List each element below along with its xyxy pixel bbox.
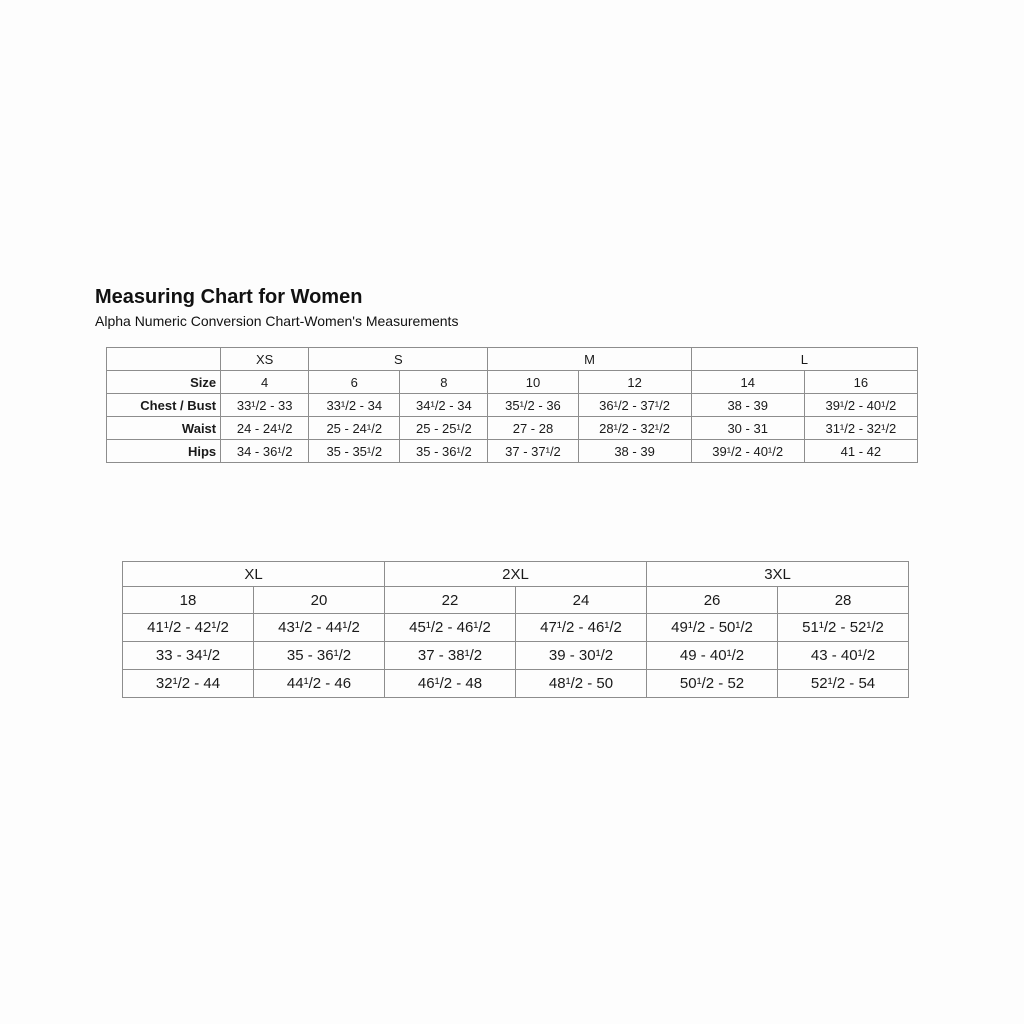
table-cell: 48¹/2 - 50 (516, 670, 647, 698)
table-cell: 47¹/2 - 46¹/2 (516, 614, 647, 642)
table-cell: 39¹/2 - 40¹/2 (804, 394, 917, 417)
table-cell: 39¹/2 - 40¹/2 (691, 440, 804, 463)
table-cell: 33¹/2 - 33 (221, 394, 309, 417)
table-cell: 35 - 36¹/2 (400, 440, 488, 463)
size-group-header: M (488, 348, 691, 371)
size-group-header: 2XL (385, 562, 647, 587)
table-cell: 50¹/2 - 52 (647, 670, 778, 698)
size-group-header: 3XL (647, 562, 909, 587)
table-cell: 35¹/2 - 36 (488, 394, 578, 417)
table-cell: 38 - 39 (578, 440, 691, 463)
table-cell: 31¹/2 - 32¹/2 (804, 417, 917, 440)
table-cell: 37 - 38¹/2 (385, 642, 516, 670)
table-row (107, 440, 918, 463)
table-cell: 20 (254, 587, 385, 614)
corner-cell (107, 348, 221, 371)
table-cell: 14 (691, 371, 804, 394)
table-cell: 28¹/2 - 32¹/2 (578, 417, 691, 440)
row-label-chest: Chest / Bust (107, 394, 221, 417)
table-cell: 30 - 31 (691, 417, 804, 440)
table-cell: 16 (804, 371, 917, 394)
table-cell: 32¹/2 - 44 (123, 670, 254, 698)
table-cell: 41¹/2 - 42¹/2 (123, 614, 254, 642)
table-row (107, 417, 918, 440)
table-cell: 43¹/2 - 44¹/2 (254, 614, 385, 642)
table-cell: 28 (778, 587, 909, 614)
table-cell: 25 - 25¹/2 (400, 417, 488, 440)
size-group-header: S (309, 348, 488, 371)
row-label-hips: Hips (107, 440, 221, 463)
table-row (107, 348, 918, 371)
table-cell: 35 - 35¹/2 (309, 440, 400, 463)
table-cell: 38 - 39 (691, 394, 804, 417)
size-group-header: XL (123, 562, 385, 587)
table-cell: 34 - 36¹/2 (221, 440, 309, 463)
size-chart-table-plus (122, 561, 909, 698)
table-row (123, 642, 909, 670)
table-cell: 12 (578, 371, 691, 394)
table-row (123, 614, 909, 642)
table-row (123, 562, 909, 587)
table-row (123, 587, 909, 614)
table-cell: 18 (123, 587, 254, 614)
table-row (107, 394, 918, 417)
table-cell: 35 - 36¹/2 (254, 642, 385, 670)
table-row (107, 371, 918, 394)
table-cell: 24 (516, 587, 647, 614)
table-cell: 6 (309, 371, 400, 394)
table-cell: 49¹/2 - 50¹/2 (647, 614, 778, 642)
size-group-header: L (691, 348, 917, 371)
table-cell: 44¹/2 - 46 (254, 670, 385, 698)
size-group-header: XS (221, 348, 309, 371)
size-chart-table-small (106, 347, 918, 463)
table-cell: 10 (488, 371, 578, 394)
table-cell: 36¹/2 - 37¹/2 (578, 394, 691, 417)
row-label-size: Size (107, 371, 221, 394)
table-cell: 45¹/2 - 46¹/2 (385, 614, 516, 642)
table-cell: 4 (221, 371, 309, 394)
table-cell: 24 - 24¹/2 (221, 417, 309, 440)
table-row (123, 670, 909, 698)
page-title: Measuring Chart for Women (95, 286, 363, 308)
table-cell: 43 - 40¹/2 (778, 642, 909, 670)
table-cell: 22 (385, 587, 516, 614)
table-cell: 51¹/2 - 52¹/2 (778, 614, 909, 642)
row-label-waist: Waist (107, 417, 221, 440)
table-cell: 33¹/2 - 34 (309, 394, 400, 417)
table-cell: 27 - 28 (488, 417, 578, 440)
table-cell: 39 - 30¹/2 (516, 642, 647, 670)
table-cell: 25 - 24¹/2 (309, 417, 400, 440)
page-subtitle: Alpha Numeric Conversion Chart-Women's Measurements (95, 313, 459, 329)
table-cell: 37 - 37¹/2 (488, 440, 578, 463)
table-cell: 33 - 34¹/2 (123, 642, 254, 670)
table-cell: 26 (647, 587, 778, 614)
table-cell: 34¹/2 - 34 (400, 394, 488, 417)
table-cell: 41 - 42 (804, 440, 917, 463)
table-cell: 49 - 40¹/2 (647, 642, 778, 670)
table-cell: 46¹/2 - 48 (385, 670, 516, 698)
table-cell: 52¹/2 - 54 (778, 670, 909, 698)
table-cell: 8 (400, 371, 488, 394)
